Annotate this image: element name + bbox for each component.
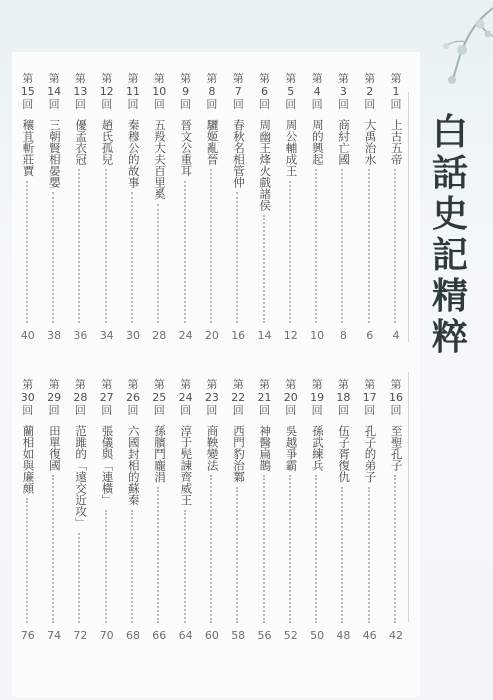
chapter-suffix: 回 bbox=[48, 98, 60, 111]
chapter-suffix: 回 bbox=[153, 98, 165, 111]
chapter-index: 18 bbox=[336, 391, 351, 404]
toc-entry[interactable] bbox=[174, 378, 198, 642]
chapter-number bbox=[126, 72, 140, 111]
chapter-index: 26 bbox=[126, 391, 140, 404]
page-number: 10 bbox=[310, 329, 325, 342]
chapter-title: 趙氏孤兒 bbox=[100, 119, 115, 165]
chapter-prefix: 第 bbox=[390, 72, 402, 85]
toc-entry[interactable] bbox=[147, 72, 171, 342]
chapter-title: 伍子胥復仇 bbox=[337, 425, 352, 483]
chapter-suffix: 回 bbox=[74, 404, 86, 417]
chapter-title: 三朝賢相晏嬰 bbox=[47, 119, 62, 188]
leader-dots bbox=[26, 181, 30, 324]
chapter-suffix: 回 bbox=[364, 404, 376, 417]
page-number: 66 bbox=[152, 629, 167, 642]
chapter-suffix: 回 bbox=[259, 98, 270, 111]
chapter-prefix: 第 bbox=[206, 378, 218, 391]
chapter-number bbox=[152, 378, 166, 417]
chapter-number bbox=[259, 72, 270, 111]
book-title-char: 話 bbox=[431, 152, 468, 194]
toc-entry[interactable] bbox=[174, 72, 198, 342]
page-number: 4 bbox=[392, 329, 400, 342]
chapter-number bbox=[126, 378, 140, 417]
toc-entry[interactable] bbox=[384, 72, 408, 342]
toc-entry[interactable] bbox=[384, 378, 408, 642]
leader-dots bbox=[289, 475, 293, 623]
leader-dots bbox=[105, 169, 109, 323]
toc-entry[interactable] bbox=[68, 378, 92, 642]
leader-dots bbox=[263, 475, 267, 623]
chapter-index: 21 bbox=[257, 391, 272, 404]
chapter-number bbox=[258, 378, 272, 417]
chapter-prefix: 第 bbox=[206, 72, 218, 85]
chapter-prefix: 第 bbox=[22, 72, 34, 85]
leader-dots bbox=[341, 169, 345, 323]
chapter-suffix: 回 bbox=[101, 98, 113, 111]
chapter-suffix: 回 bbox=[22, 404, 34, 417]
page-number: 42 bbox=[389, 629, 403, 642]
chapter-index: 28 bbox=[73, 391, 88, 404]
chapter-prefix: 第 bbox=[311, 378, 323, 391]
chapter-number bbox=[100, 72, 114, 111]
page-number: 28 bbox=[152, 329, 167, 342]
toc-entry[interactable] bbox=[16, 72, 40, 342]
chapter-number bbox=[206, 72, 217, 111]
leader-dots bbox=[289, 181, 293, 324]
toc-entry[interactable] bbox=[226, 72, 250, 342]
chapter-prefix: 第 bbox=[74, 378, 86, 391]
chapter-prefix: 第 bbox=[48, 72, 60, 85]
chapter-index: 3 bbox=[339, 85, 347, 98]
chapter-title: 藺相如與廉頗 bbox=[21, 425, 36, 494]
page-number: 6 bbox=[366, 329, 374, 342]
leader-dots bbox=[210, 475, 214, 623]
chapter-prefix: 第 bbox=[337, 72, 349, 85]
chapter-prefix: 第 bbox=[259, 72, 270, 85]
chapter-prefix: 第 bbox=[101, 72, 113, 85]
chapter-number bbox=[312, 72, 323, 111]
chapter-number bbox=[21, 72, 35, 111]
divider-bottom bbox=[408, 372, 409, 622]
chapter-title: 孫臏鬥龐涓 bbox=[153, 425, 168, 483]
toc-entry[interactable] bbox=[200, 378, 224, 642]
toc-entry[interactable] bbox=[358, 378, 382, 642]
toc-entry[interactable] bbox=[121, 378, 145, 642]
chapter-suffix: 回 bbox=[101, 404, 113, 417]
chapter-title: 商鞅變法 bbox=[205, 425, 220, 471]
leader-dots bbox=[78, 169, 82, 323]
page-number: 60 bbox=[204, 629, 219, 642]
page-number: 56 bbox=[257, 629, 272, 642]
leader-dots bbox=[315, 475, 319, 623]
chapter-suffix: 回 bbox=[311, 404, 323, 417]
chapter-number bbox=[231, 378, 245, 417]
chapter-index: 20 bbox=[283, 391, 298, 404]
chapter-number bbox=[152, 72, 166, 111]
chapter-number bbox=[21, 378, 35, 417]
toc-entry[interactable] bbox=[147, 378, 171, 642]
book-title bbox=[426, 112, 474, 358]
chapter-number bbox=[47, 378, 61, 417]
toc-entry[interactable] bbox=[226, 378, 250, 642]
toc-entry[interactable] bbox=[95, 72, 119, 342]
chapter-suffix: 回 bbox=[390, 404, 402, 417]
page-number: 68 bbox=[126, 629, 140, 642]
book-title-char: 記 bbox=[431, 234, 468, 276]
leader-dots bbox=[394, 169, 398, 323]
leader-dots bbox=[184, 181, 188, 324]
toc-entry[interactable] bbox=[279, 72, 303, 342]
chapter-number bbox=[338, 72, 349, 111]
chapter-suffix: 回 bbox=[337, 98, 349, 111]
chapter-suffix: 回 bbox=[127, 404, 139, 417]
chapter-index: 11 bbox=[126, 85, 140, 98]
chapter-number bbox=[47, 72, 61, 111]
page-number: 12 bbox=[283, 329, 298, 342]
chapter-title: 秦穆公的故事 bbox=[126, 119, 141, 188]
toc-entry[interactable] bbox=[68, 72, 92, 342]
chapter-prefix: 第 bbox=[364, 72, 376, 85]
toc-entry[interactable] bbox=[331, 378, 355, 642]
chapter-title: 春秋名相管仲 bbox=[231, 119, 246, 188]
chapter-prefix: 第 bbox=[232, 72, 244, 85]
chapter-title: 張儀與「連橫」 bbox=[100, 425, 115, 506]
chapter-prefix: 第 bbox=[74, 72, 86, 85]
chapter-index: 5 bbox=[287, 85, 295, 98]
chapter-prefix: 第 bbox=[259, 378, 270, 391]
leader-dots bbox=[52, 475, 56, 623]
chapter-number bbox=[73, 72, 87, 111]
page-number: 24 bbox=[178, 329, 193, 342]
page-number: 8 bbox=[339, 329, 347, 342]
page-number: 46 bbox=[362, 629, 377, 642]
chapter-suffix: 回 bbox=[22, 98, 34, 111]
chapter-prefix: 第 bbox=[153, 378, 165, 391]
chapter-suffix: 回 bbox=[364, 98, 376, 111]
chapter-prefix: 第 bbox=[153, 72, 165, 85]
divider-top bbox=[408, 92, 409, 342]
toc-entry[interactable] bbox=[305, 378, 329, 642]
leader-dots bbox=[368, 169, 372, 323]
leader-dots bbox=[157, 487, 161, 624]
chapter-number bbox=[205, 378, 219, 417]
chapter-suffix: 回 bbox=[232, 98, 244, 111]
chapter-title: 六國封相的蘇秦 bbox=[126, 425, 141, 506]
toc-entry[interactable] bbox=[121, 72, 145, 342]
chapter-title: 五羖大夫百里奚 bbox=[153, 119, 168, 200]
chapter-index: 15 bbox=[20, 85, 35, 98]
chapter-prefix: 第 bbox=[311, 72, 323, 85]
leader-dots bbox=[315, 169, 319, 323]
toc-entry[interactable] bbox=[358, 72, 382, 342]
chapter-suffix: 回 bbox=[127, 98, 139, 111]
toc-entry[interactable] bbox=[305, 72, 329, 342]
leader-dots bbox=[105, 510, 109, 624]
chapter-suffix: 回 bbox=[337, 404, 349, 417]
chapter-title: 范雎的「遠交近攻」 bbox=[74, 425, 89, 529]
toc-entry[interactable] bbox=[253, 378, 277, 642]
chapter-index: 16 bbox=[389, 391, 403, 404]
leader-dots bbox=[78, 533, 82, 624]
chapter-number bbox=[364, 72, 375, 111]
chapter-index: 9 bbox=[182, 85, 190, 98]
chapter-suffix: 回 bbox=[311, 98, 323, 111]
chapter-title: 淳于髡諫齊威王 bbox=[179, 425, 194, 506]
chapter-prefix: 第 bbox=[337, 378, 349, 391]
chapter-prefix: 第 bbox=[127, 378, 139, 391]
chapter-suffix: 回 bbox=[259, 404, 270, 417]
leader-dots bbox=[394, 475, 398, 623]
chapter-index: 8 bbox=[208, 85, 216, 98]
leader-dots bbox=[236, 487, 240, 624]
toc-entry[interactable] bbox=[331, 72, 355, 342]
leader-dots bbox=[26, 498, 30, 623]
chapter-index: 30 bbox=[20, 391, 35, 404]
page-number: 64 bbox=[178, 629, 193, 642]
chapter-index: 6 bbox=[261, 85, 268, 98]
page-number: 76 bbox=[20, 629, 35, 642]
chapter-title: 田單復國 bbox=[47, 425, 62, 471]
book-title-char: 史 bbox=[431, 193, 468, 235]
chapter-index: 14 bbox=[47, 85, 62, 98]
chapter-prefix: 第 bbox=[22, 378, 34, 391]
chapter-index: 19 bbox=[310, 391, 325, 404]
chapter-index: 10 bbox=[152, 85, 167, 98]
leader-dots bbox=[341, 487, 345, 624]
chapter-prefix: 第 bbox=[390, 378, 402, 391]
chapter-suffix: 回 bbox=[206, 404, 218, 417]
chapter-suffix: 回 bbox=[153, 404, 165, 417]
chapter-number bbox=[389, 378, 403, 417]
chapter-prefix: 第 bbox=[101, 378, 113, 391]
chapter-index: 27 bbox=[99, 391, 114, 404]
page-number: 52 bbox=[283, 629, 298, 642]
leader-dots bbox=[131, 510, 135, 624]
chapter-index: 23 bbox=[204, 391, 219, 404]
chapter-number bbox=[336, 378, 350, 417]
leader-dots bbox=[157, 204, 161, 324]
chapter-number bbox=[310, 378, 324, 417]
toc-entry[interactable] bbox=[253, 72, 277, 342]
page-number: 74 bbox=[47, 629, 62, 642]
chapter-title: 周公輔成王 bbox=[284, 119, 299, 177]
leader-dots bbox=[131, 192, 135, 323]
page-number: 36 bbox=[73, 329, 88, 342]
chapter-suffix: 回 bbox=[206, 98, 218, 111]
leader-dots bbox=[210, 169, 214, 323]
chapter-suffix: 回 bbox=[180, 98, 192, 111]
chapter-prefix: 第 bbox=[127, 72, 139, 85]
chapter-number bbox=[100, 378, 114, 417]
chapter-index: 13 bbox=[73, 85, 88, 98]
page-number: 58 bbox=[231, 629, 246, 642]
chapter-number bbox=[180, 72, 191, 111]
chapter-number bbox=[285, 72, 296, 111]
chapter-index: 7 bbox=[234, 85, 242, 98]
chapter-index: 29 bbox=[47, 391, 62, 404]
chapter-title: 孫武練兵 bbox=[310, 425, 325, 471]
chapter-index: 17 bbox=[362, 391, 377, 404]
page-number: 38 bbox=[47, 329, 62, 342]
chapter-title: 上古五帝 bbox=[389, 119, 404, 165]
chapter-title: 大禹治水 bbox=[363, 119, 378, 165]
toc-entry[interactable] bbox=[200, 72, 224, 342]
book-title-char: 粹 bbox=[431, 316, 468, 358]
chapter-index: 22 bbox=[231, 391, 246, 404]
chapter-title: 商紂亡國 bbox=[337, 119, 352, 165]
chapter-title: 周的興起 bbox=[310, 119, 325, 165]
chapter-title: 驪姬亂晉 bbox=[205, 119, 220, 165]
chapter-index: 24 bbox=[178, 391, 193, 404]
chapter-title: 孔子的弟子 bbox=[363, 425, 378, 483]
chapter-number bbox=[233, 72, 244, 111]
leader-dots bbox=[184, 510, 188, 624]
chapter-index: 12 bbox=[99, 85, 114, 98]
chapter-index: 1 bbox=[392, 85, 400, 98]
chapter-index: 25 bbox=[152, 391, 167, 404]
chapter-title: 西門豹治鄴 bbox=[231, 425, 246, 483]
chapter-prefix: 第 bbox=[232, 378, 244, 391]
chapter-title: 吳越爭霸 bbox=[284, 425, 299, 471]
chapter-suffix: 回 bbox=[180, 404, 192, 417]
toc-entry[interactable] bbox=[279, 378, 303, 642]
chapter-suffix: 回 bbox=[74, 98, 86, 111]
chapter-prefix: 第 bbox=[180, 378, 192, 391]
page-number: 40 bbox=[20, 329, 35, 342]
page-number: 72 bbox=[73, 629, 88, 642]
chapter-title: 晉文公重耳 bbox=[179, 119, 194, 177]
chapter-index: 2 bbox=[366, 85, 374, 98]
chapter-prefix: 第 bbox=[364, 378, 376, 391]
leader-dots bbox=[236, 192, 240, 323]
chapter-number bbox=[179, 378, 193, 417]
toc-entry[interactable] bbox=[42, 378, 66, 642]
toc-entry[interactable] bbox=[95, 378, 119, 642]
page-number: 16 bbox=[231, 329, 246, 342]
page-number: 50 bbox=[310, 629, 325, 642]
chapter-prefix: 第 bbox=[285, 72, 297, 85]
page-number: 20 bbox=[204, 329, 219, 342]
page-number: 34 bbox=[99, 329, 114, 342]
chapter-title: 神醫扁鵲 bbox=[258, 425, 273, 471]
book-title-char: 精 bbox=[431, 275, 468, 317]
leader-dots bbox=[368, 487, 372, 624]
chapter-number bbox=[284, 378, 298, 417]
page-number: 30 bbox=[126, 329, 140, 342]
chapter-title: 優孟衣冠 bbox=[74, 119, 89, 165]
chapter-number bbox=[363, 378, 377, 417]
chapter-title: 至聖孔子 bbox=[389, 425, 404, 471]
chapter-suffix: 回 bbox=[285, 98, 297, 111]
chapter-number bbox=[73, 378, 87, 417]
toc-entry[interactable] bbox=[16, 378, 40, 642]
chapter-suffix: 回 bbox=[232, 404, 244, 417]
page-number: 14 bbox=[257, 329, 272, 342]
leader-dots bbox=[52, 192, 56, 323]
chapter-title: 周幽王烽火戲諸侯 bbox=[258, 119, 273, 211]
book-title-char: 白 bbox=[431, 111, 468, 153]
toc-entry[interactable] bbox=[42, 72, 66, 342]
chapter-number bbox=[391, 72, 402, 111]
plum-blossom-decoration bbox=[418, 0, 493, 110]
page-number: 70 bbox=[99, 629, 114, 642]
chapter-suffix: 回 bbox=[48, 404, 60, 417]
chapter-suffix: 回 bbox=[285, 404, 297, 417]
page-number: 48 bbox=[336, 629, 351, 642]
chapter-prefix: 第 bbox=[180, 72, 192, 85]
chapter-index: 4 bbox=[313, 85, 321, 98]
chapter-title: 穰苴斬莊賈 bbox=[21, 119, 36, 177]
chapter-suffix: 回 bbox=[390, 98, 402, 111]
leader-dots bbox=[263, 215, 267, 323]
chapter-prefix: 第 bbox=[285, 378, 297, 391]
chapter-prefix: 第 bbox=[48, 378, 60, 391]
